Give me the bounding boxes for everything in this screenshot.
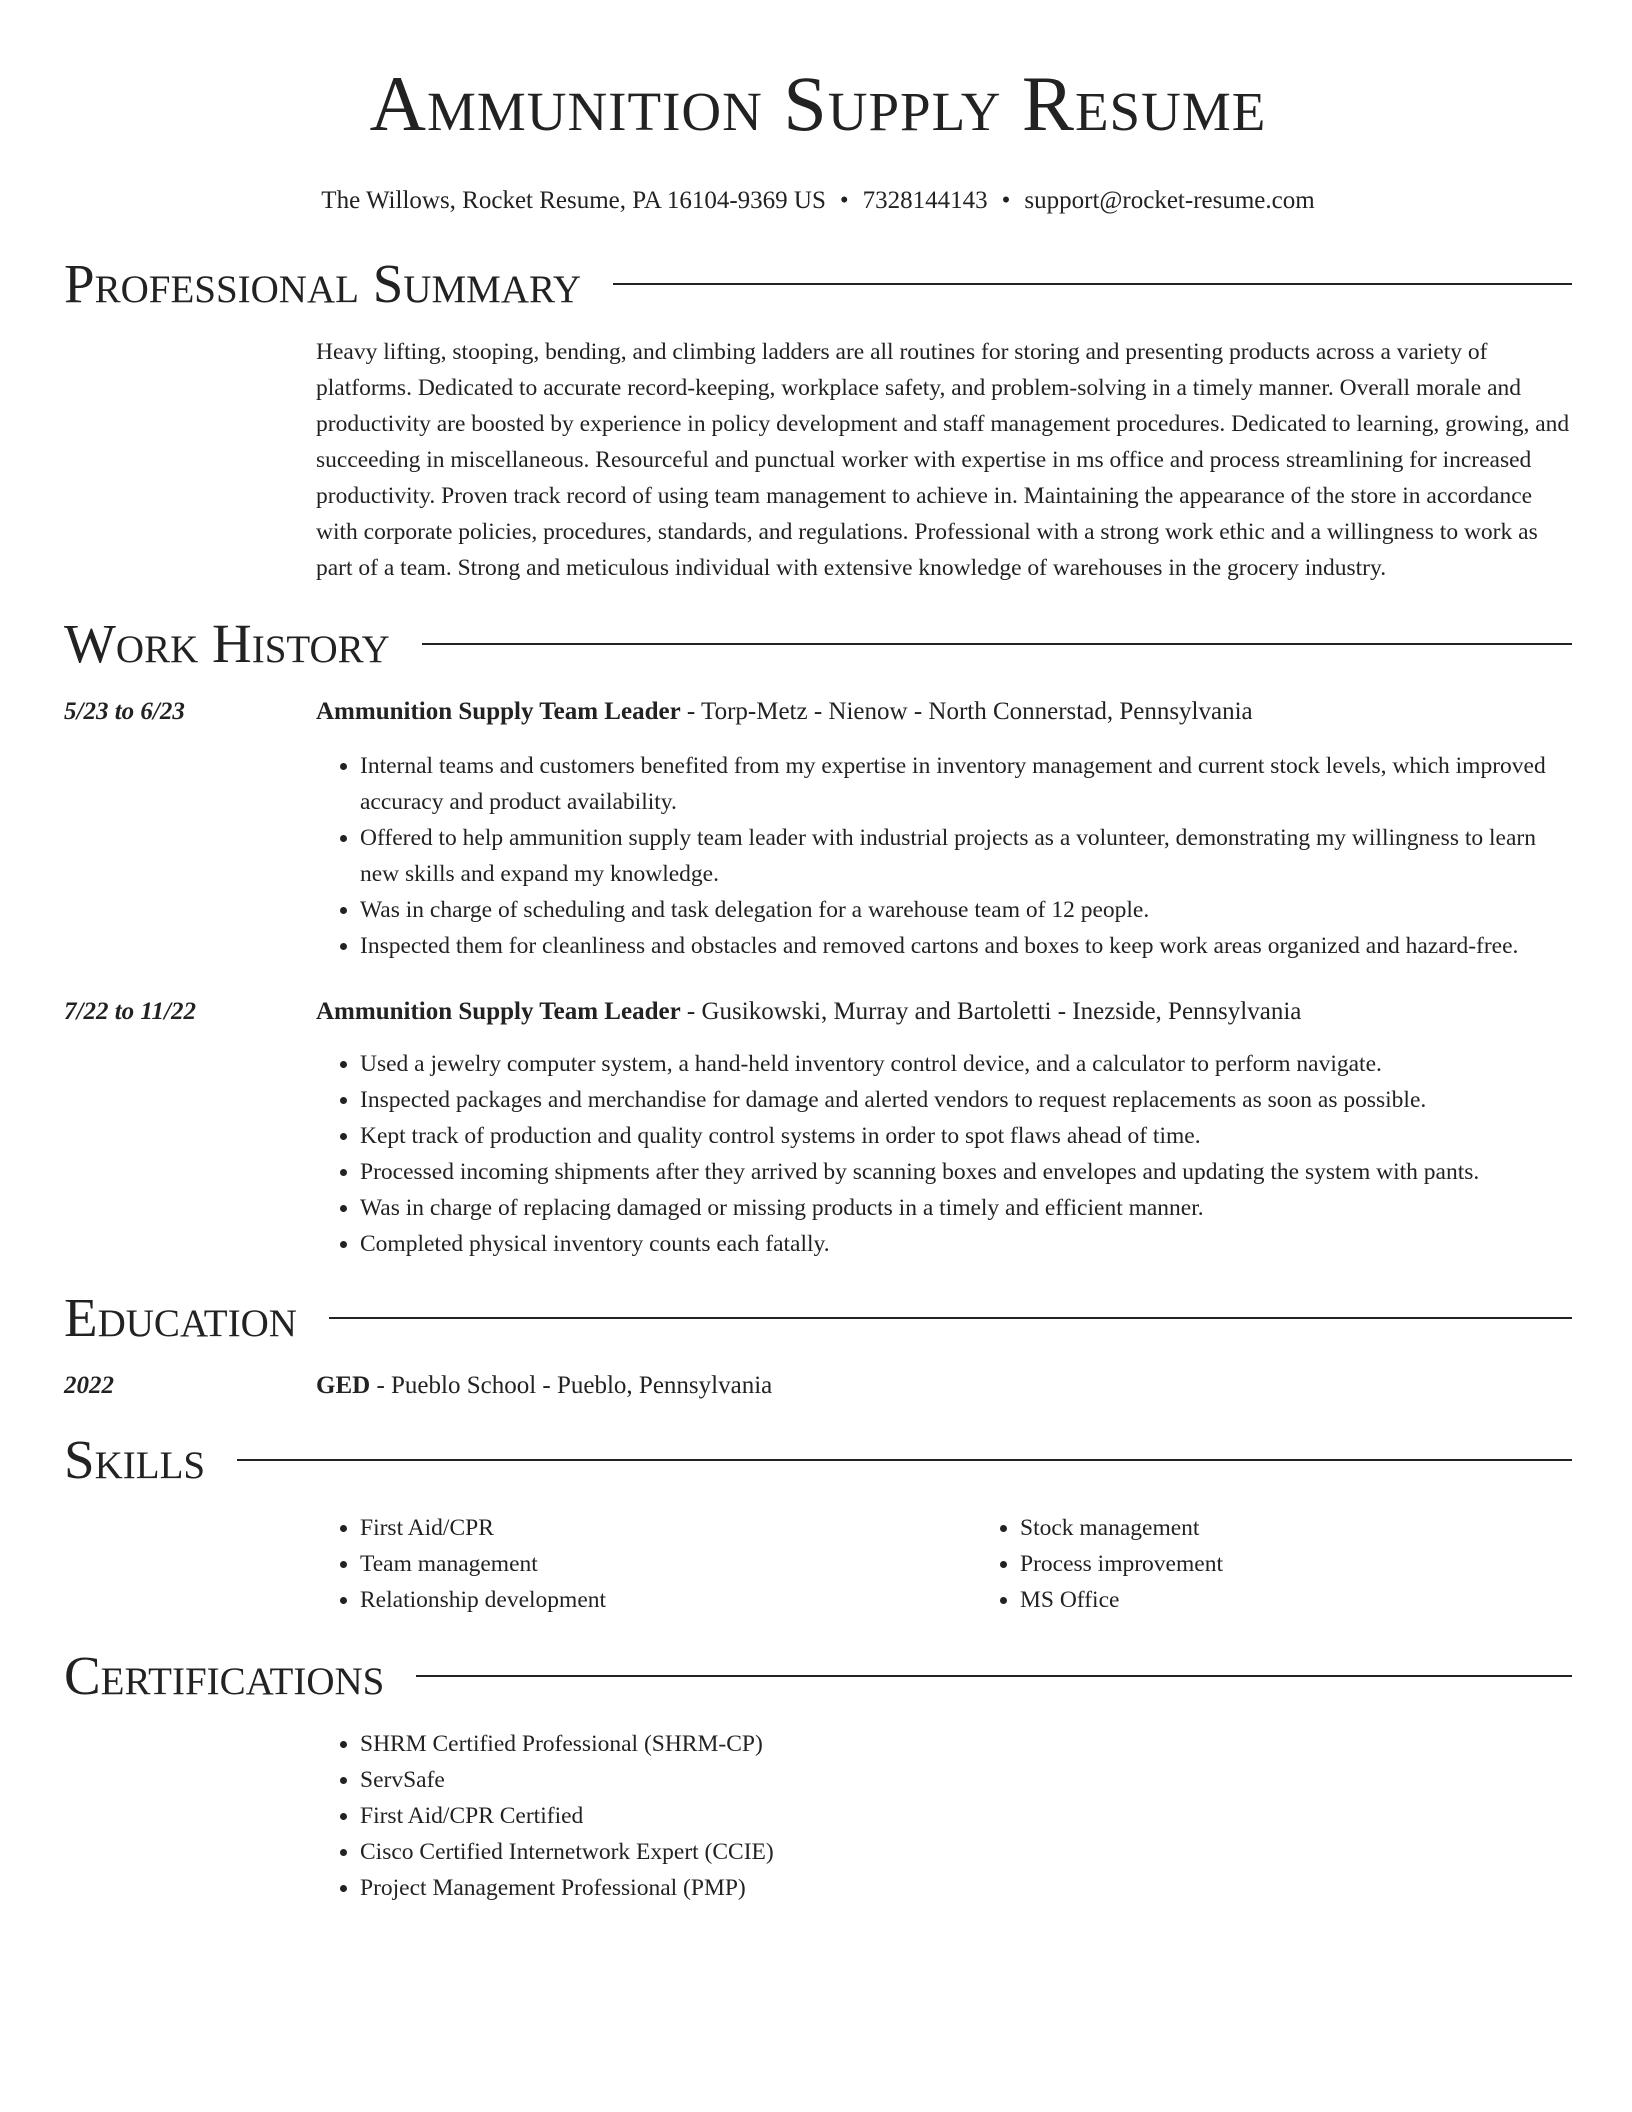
education-degree: GED (316, 1372, 371, 1399)
summary-section (64, 254, 1572, 586)
section-title: Education (64, 1287, 297, 1348)
job-bullets (316, 1046, 1572, 1262)
contact-line (64, 186, 1572, 216)
list-item: • Was in charge of replacing damaged or missing products in a timely and efficient manner. (360, 1190, 1572, 1226)
list-item: • First Aid/CPR Certified (360, 1798, 1572, 1834)
job-title-line (316, 994, 1572, 1030)
section-divider (329, 1317, 1572, 1319)
job-details: - Torp-Metz - Nienow - North Connerstad, Pennsylvania (680, 698, 1253, 725)
skills-row (64, 1510, 1572, 1618)
section-title: Professional Summary (64, 253, 582, 314)
list-item: • Completed physical inventory counts each fatally. (360, 1226, 1572, 1262)
separator: • (1001, 187, 1011, 214)
skills-grid (316, 1510, 1632, 1618)
skills-list-left (316, 1510, 976, 1618)
education-entry (64, 1368, 1572, 1404)
job-entry (64, 694, 1572, 964)
certifications-section (64, 1646, 1572, 1906)
list-item: • Internal teams and customers benefited from my expertise in inventory management and current stock levels, which improved accuracy and product availability. (360, 748, 1572, 820)
section-header (64, 1646, 1572, 1706)
list-item: • ServSafe (360, 1762, 1572, 1798)
list-item: • Team management (360, 1546, 976, 1582)
job-body (316, 994, 1572, 1262)
education-section (64, 1288, 1572, 1404)
job-dates: 7/22 to 11/22 (64, 998, 196, 1025)
section-title: Skills (64, 1429, 206, 1490)
education-details: - Pueblo School - Pueblo, Pennsylvania (370, 1372, 773, 1399)
list-item: • Processed incoming shipments after they arrived by scanning boxes and envelopes and updating the system with pants. (360, 1154, 1572, 1190)
resume-title: Ammunition Supply Resume (369, 60, 1267, 147)
job-entry (64, 994, 1572, 1262)
section-header (64, 614, 1572, 674)
job-details: - Gusikowski, Murray and Bartoletti - Inezside, Pennsylvania (680, 998, 1302, 1025)
summary-text: Heavy lifting, stooping, bending, and climbing ladders are all routines for storing and presenting products across a variety of platforms. Dedicated to accurate record-keeping, workplace safety, and problem-solving in a timely manner. Overall morale and productivity are boosted by experience in policy development and staff management procedures. Dedicated to learning, growing, and succeeding in miscellaneous. Resourceful and punctual worker with expertise in ms office and process streamlining for increased productivity. Proven track record of using team management to achieve in. Maintaining the appearance of the store in accordance with corporate policies, procedures, standards, and regulations. Professional with a strong work ethic and a willingness to work as part of a team. Strong and meticulous individual with extensive knowledge of warehouses in the grocery industry. (316, 339, 1570, 581)
list-item: • Stock management (1020, 1510, 1632, 1546)
education-year: 2022 (64, 1372, 114, 1399)
summary-body (316, 334, 1572, 586)
section-divider (613, 283, 1572, 285)
summary-spacer (64, 334, 316, 586)
certifications-body (316, 1726, 1572, 1906)
list-item: • Kept track of production and quality control systems in order to spot flaws ahead of time. (360, 1118, 1572, 1154)
phone: 7328144143 (862, 187, 988, 214)
education-body (316, 1368, 1572, 1404)
certifications-list (316, 1726, 1572, 1906)
list-item: • Relationship development (360, 1582, 976, 1618)
job-title-line (316, 694, 1572, 730)
skills-section (64, 1430, 1572, 1618)
section-header (64, 1288, 1572, 1348)
job-dates: 5/23 to 6/23 (64, 698, 185, 725)
address: The Willows, Rocket Resume, PA 16104-9369 US (321, 187, 826, 214)
list-item: • Offered to help ammunition supply team leader with industrial projects as a volunteer, demonstrating my willingness to learn new skills and expand my knowledge. (360, 820, 1572, 892)
list-item: • SHRM Certified Professional (SHRM-CP) (360, 1726, 1572, 1762)
job-bullets (316, 748, 1572, 964)
separator: • (839, 187, 849, 214)
job-role: Ammunition Supply Team Leader (316, 998, 681, 1025)
list-item: • MS Office (1020, 1582, 1632, 1618)
resume-page (64, 0, 1572, 1906)
skills-spacer (64, 1510, 316, 1618)
list-item: • Cisco Certified Internetwork Expert (CCIE) (360, 1834, 1572, 1870)
list-item: • Process improvement (1020, 1546, 1632, 1582)
work-history-section (64, 614, 1572, 1262)
list-item: • Inspected packages and merchandise for damage and alerted vendors to request replacements as soon as possible. (360, 1082, 1572, 1118)
section-title: Certifications (64, 1645, 385, 1706)
certifications-spacer (64, 1726, 316, 1906)
list-item: • Project Management Professional (PMP) (360, 1870, 1572, 1906)
section-header (64, 1430, 1572, 1490)
section-header (64, 254, 1572, 314)
list-item: • First Aid/CPR (360, 1510, 976, 1546)
section-divider (416, 1675, 1572, 1677)
email: support@rocket-resume.com (1024, 187, 1315, 214)
certifications-row (64, 1726, 1572, 1906)
list-item: • Was in charge of scheduling and task delegation for a warehouse team of 12 people. (360, 892, 1572, 928)
list-item: • Used a jewelry computer system, a hand-held inventory control device, and a calculator to perform navigate. (360, 1046, 1572, 1082)
list-item: • Inspected them for cleanliness and obstacles and removed cartons and boxes to keep work areas organized and hazard-free. (360, 928, 1572, 964)
skills-list-right (976, 1510, 1632, 1618)
section-divider (237, 1459, 1572, 1461)
summary-row (64, 334, 1572, 586)
section-divider (422, 643, 1572, 645)
section-title: Work History (64, 613, 390, 674)
job-body (316, 694, 1572, 964)
job-role: Ammunition Supply Team Leader (316, 698, 681, 725)
